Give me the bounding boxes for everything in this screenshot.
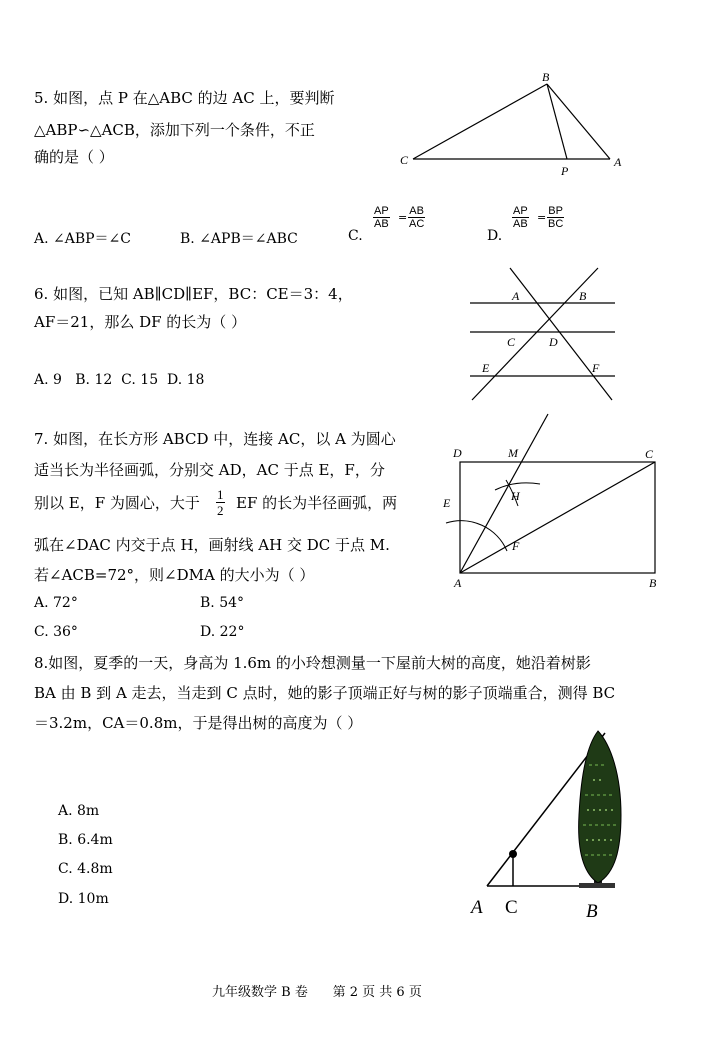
q5-c-fraction-right: $\frac{AB}{AC}$ <box>409 205 425 230</box>
q6-options: A. 9 B. 12 C. 15 D. 18 <box>34 372 205 388</box>
tree-icon <box>579 731 621 888</box>
q7-label-m: M <box>508 446 518 460</box>
q7-rectangle-figure <box>440 410 670 590</box>
q6-parallel-lines-figure <box>465 262 625 407</box>
q5-d-equals: = <box>537 211 547 224</box>
q5-option-a: A. ∠ABP＝∠C <box>34 231 132 247</box>
q5-label-b: B <box>542 70 550 84</box>
page-footer: 九年级数学 B 卷 第 2 页 共 6 页 <box>212 985 422 1000</box>
q7-label-c: C <box>645 447 654 461</box>
q8-option-d: D. 10m <box>58 891 109 907</box>
q5-c-fraction-left: $\frac{AP}{AB}$ <box>374 205 389 230</box>
q6-label-e: E <box>482 361 490 375</box>
q7-line-2: 适当长为半径画弧，分别交 AD，AC 于点 E，F，分 <box>34 461 385 479</box>
q8-tree-shadow-figure <box>465 725 635 925</box>
q7-option-d: D. 22° <box>200 624 245 640</box>
q7-half-fraction: $\frac{1}{2}$ <box>217 487 224 518</box>
q5-line-1: 5. 如图，点 P 在△ABC 的边 AC 上，要判断 <box>34 89 335 107</box>
q8-label-c: C <box>505 897 518 918</box>
q7-label-h: H <box>511 489 520 503</box>
q8-label-a: A <box>471 897 483 918</box>
q8-line-3: ＝3.2m，CA＝0.8m，于是得出树的高度为（ ） <box>34 714 363 732</box>
q7-option-a: A. 72° <box>34 595 78 611</box>
q6-label-b: B <box>579 289 587 303</box>
q7-line-4: 弧在∠DAC 内交于点 H，画射线 AH 交 DC 于点 M. <box>34 536 390 554</box>
q8-label-b: B <box>586 901 598 922</box>
q5-d-fraction-right: $\frac{BP}{BC}$ <box>548 205 564 230</box>
q7-line-5: 若∠ACB=72°，则∠DMA 的大小为（ ） <box>34 566 315 584</box>
q7-line-3a: 别以 E，F 为圆心，大于 <box>34 494 200 512</box>
q8-line-1: 8.如图，夏季的一天，身高为 1.6m 的小玲想测量一下屋前大树的高度，她沿着树影 <box>34 654 591 672</box>
q7-label-f: F <box>512 539 520 553</box>
q5-option-d: D. <box>487 228 503 244</box>
q7-option-b: B. 54° <box>200 595 245 611</box>
q5-label-c: C <box>400 153 409 167</box>
q6-label-a: A <box>512 289 520 303</box>
q8-option-c: C. 4.8m <box>58 861 113 877</box>
q6-label-f: F <box>592 361 600 375</box>
q6-label-d: D <box>549 335 558 349</box>
q6-label-c: C <box>507 335 516 349</box>
q6-line-2: AF＝21，那么 DF 的长为（ ） <box>34 313 247 331</box>
q5-line-2: △ABP∽△ACB，添加下列一个条件，不正 <box>34 121 315 139</box>
q5-line-3: 确的是（ ） <box>34 148 114 166</box>
q5-option-c: C. <box>348 228 363 244</box>
q7-line-3b: EF 的长为半径画弧，两 <box>236 494 398 512</box>
q7-label-d: D <box>453 446 462 460</box>
q7-label-b: B <box>649 576 657 590</box>
q7-line-1: 7. 如图，在长方形 ABCD 中，连接 AC，以 A 为圆心 <box>34 430 396 448</box>
q7-option-c: C. 36° <box>34 624 78 640</box>
q5-option-b: B. ∠APB＝∠ABC <box>180 231 298 247</box>
q5-triangle-figure <box>395 70 635 180</box>
q6-line-1: 6. 如图，已知 AB∥CD∥EF，BC：CE＝3：4， <box>34 285 353 303</box>
q5-c-equals: = <box>398 211 408 224</box>
q7-label-e: E <box>443 496 451 510</box>
q8-line-2: BA 由 B 到 A 走去，当走到 C 点时，她的影子顶端正好与树的影子顶端重合，测得 BC <box>34 684 616 702</box>
q5-label-p: P <box>561 164 569 178</box>
q7-label-a: A <box>454 576 462 590</box>
q8-option-b: B. 6.4m <box>58 832 113 848</box>
q5-label-a: A <box>614 155 622 169</box>
q5-d-fraction-left: $\frac{AP}{AB}$ <box>513 205 528 230</box>
q8-option-a: A. 8m <box>58 803 100 819</box>
